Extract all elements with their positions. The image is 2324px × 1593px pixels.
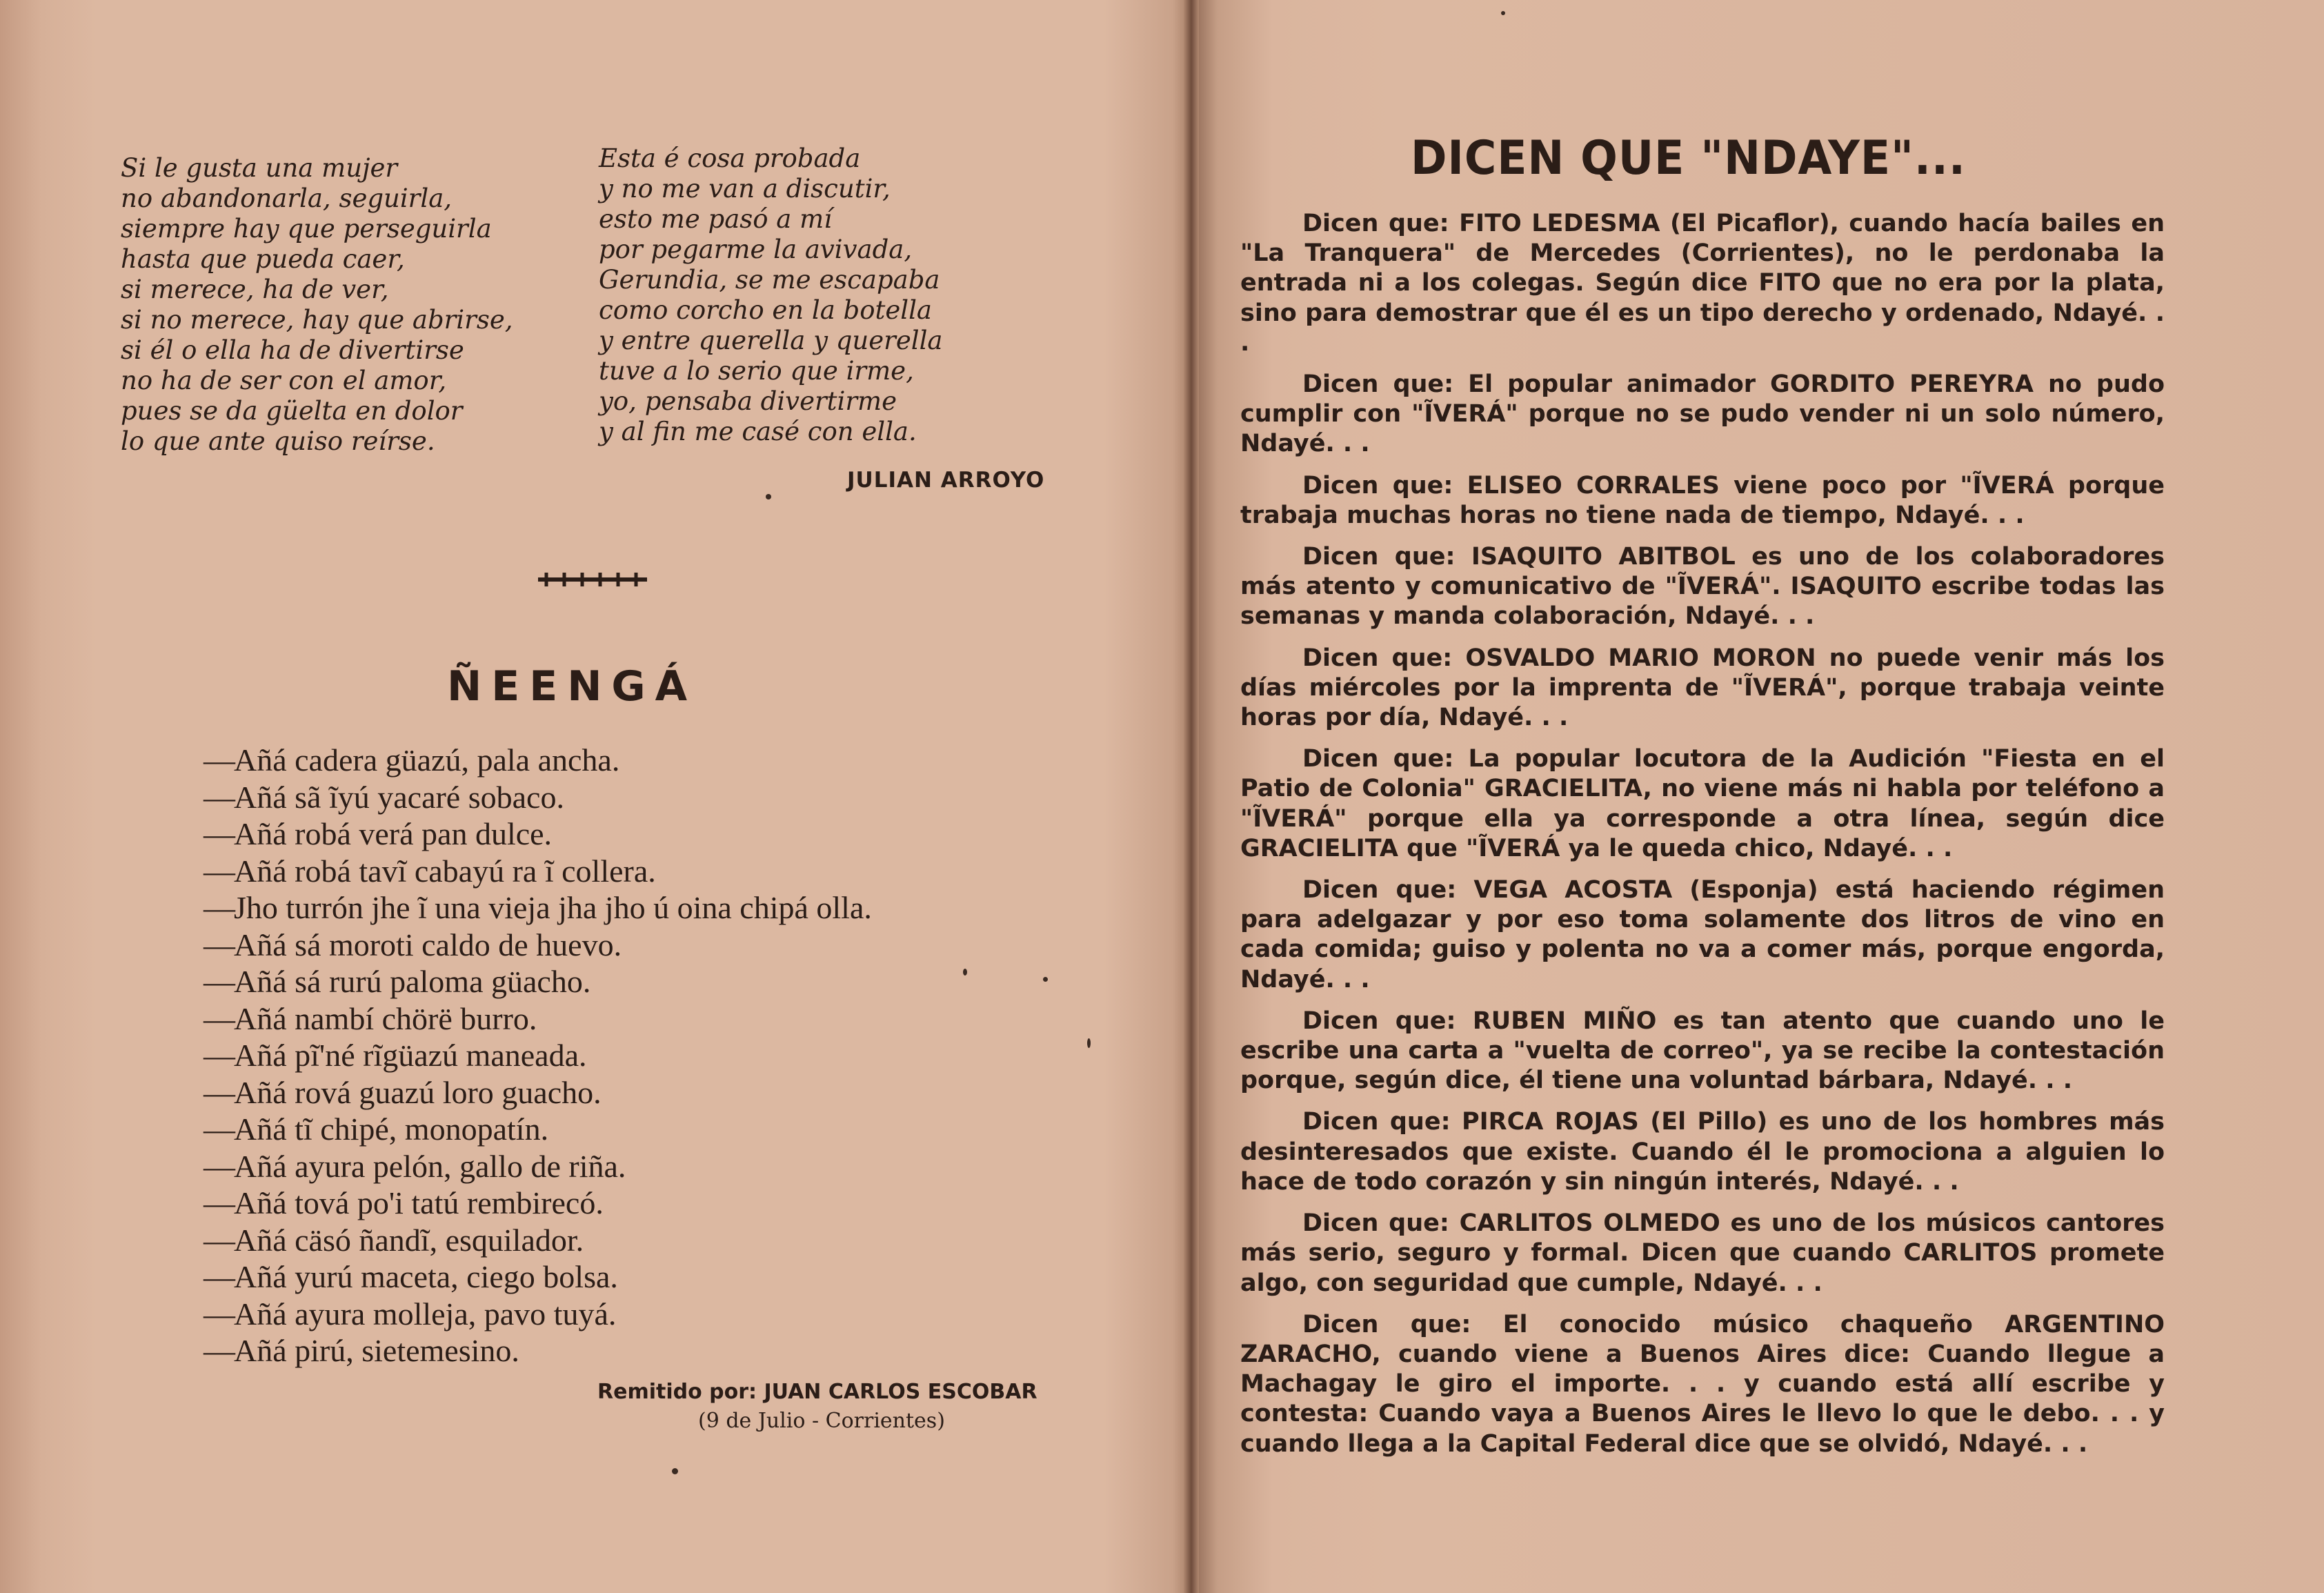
remitted-by: Remitido por: JUAN CARLOS ESCOBAR xyxy=(597,1380,1037,1404)
list-item: —Añá sá moroti caldo de huevo. xyxy=(203,927,622,962)
poem-line: hasta que pueda caer, xyxy=(121,244,405,274)
poem-line: si él o ella ha de divertirse xyxy=(121,335,464,365)
list-item: —Añá pirú, sietemesino. xyxy=(203,1333,519,1368)
insult-list xyxy=(203,742,872,1369)
list-item: —Añá robá tavĩ cabayú ra ĩ collera. xyxy=(203,853,656,889)
poem-line: esto me pasó a mí xyxy=(599,204,833,234)
poem-line: no ha de ser con el amor, xyxy=(121,366,447,395)
article-paragraph: Dicen que: El popular animador GORDITO PEREYRA no pudo cumplir con "ĨVERÁ" porque no se pudo vender ni un solo número, Ndayé. . . xyxy=(1240,370,2165,458)
article-paragraph: Dicen que: ELISEO CORRALES viene poco por "ĨVERÁ porque trabaja muchas horas no tiene nada de tiempo, Ndayé. . . xyxy=(1240,471,2165,529)
list-item: —Añá ayura molleja, pavo tuyá. xyxy=(203,1296,617,1332)
article-paragraph: Dicen que: OSVALDO MARIO MORON no puede venir más los días miércoles por la imprenta de "ĨVERÁ", porque trabaja veinte horas por día, Ndayé. . . xyxy=(1240,644,2165,732)
article-body xyxy=(1240,209,2165,1471)
paper-speck xyxy=(1501,11,1505,15)
paper-speck xyxy=(1087,1038,1091,1048)
poem-line: Si le gusta una mujer xyxy=(121,153,398,183)
poem-author: JULIAN ARROYO xyxy=(847,468,1045,493)
poem-right-column xyxy=(599,144,942,447)
ornament-divider xyxy=(538,573,647,586)
list-item: —Añá cadera güazú, pala ancha. xyxy=(203,742,620,778)
list-item: —Añá pĩ'né rĩgüazú maneada. xyxy=(203,1038,587,1073)
poem-line: siempre hay que perseguirla xyxy=(121,214,492,244)
poem-line: por pegarme la avivada, xyxy=(599,235,913,264)
list-item: —Añá cäsó ñandĩ, esquilador. xyxy=(203,1222,584,1258)
list-item: —Añá ayura pelón, gallo de riña. xyxy=(203,1148,626,1184)
poem-line: Esta é cosa probada xyxy=(599,144,861,173)
poem-line: y al fin me casé con ella. xyxy=(599,417,917,446)
article-paragraph: Dicen que: RUBEN MIÑO es tan atento que cuando uno le escribe una carta a "vuelta de correo", ya se recibe la contestación porque, según dice, él tiene una voluntad bárbara, Ndayé. . . xyxy=(1240,1007,2165,1095)
section-title: ÑEENGÁ xyxy=(447,662,697,711)
article-paragraph: Dicen que: VEGA ACOSTA (Esponja) está haciendo régimen para adelgazar y por eso toma solamente dos litros de vino en cada comida; guiso y polenta no va a comer más, porque engorda, Ndayé. . . xyxy=(1240,876,2165,993)
list-item: —Añá tová po'i tatú rembirecó. xyxy=(203,1185,604,1220)
list-item: —Jho turrón jhe ĩ una vieja jha jho ú oina chipá olla. xyxy=(203,890,872,925)
paper-speck xyxy=(766,494,771,499)
article-paragraph: Dicen que: El conocido músico chaqueño ARGENTINO ZARACHO, cuando viene a Buenos Aires dice: Cuando llegue a Machagay le giro el importe. . . y cuando está allí escribe y contesta: Cuando vaya a Buenos Aires le llevo lo que le debo. . . y cuando llega a la Capital Federal dice que se olvidó, Ndayé. . . xyxy=(1240,1310,2165,1458)
list-item: —Añá nambí chörë burro. xyxy=(203,1000,537,1036)
list-item: —Añá sá rurú paloma güacho. xyxy=(203,964,591,999)
list-item: —Añá rová guazú loro guacho. xyxy=(203,1074,602,1110)
article-paragraph: Dicen que: ISAQUITO ABITBOL es uno de los colaboradores más atento y comunicativo de "ĨVERÁ". ISAQUITO escribe todas las semanas y manda colaboración, Ndayé. . . xyxy=(1240,543,2165,631)
paper-speck xyxy=(963,969,967,976)
poem-line: yo, pensaba divertirme xyxy=(599,386,897,416)
book-gutter xyxy=(1184,0,1199,1593)
poem-line: y no me van a discutir, xyxy=(599,174,891,204)
poem-line: pues se da güelta en dolor xyxy=(121,396,463,426)
paper-speck xyxy=(672,1468,678,1474)
poem-line: y entre querella y querella xyxy=(599,326,943,355)
poem-line: lo que ante quiso reírse. xyxy=(121,426,435,456)
poem-line: no abandonarla, seguirla, xyxy=(121,184,453,213)
list-item: —Añá yurú maceta, ciego bolsa. xyxy=(203,1259,618,1294)
paper-speck xyxy=(1043,977,1048,982)
article-paragraph: Dicen que: La popular locutora de la Audición "Fiesta en el Patio de Colonia" GRACIELITA, no viene más ni habla por teléfono a "ĨVERÁ" porque ella ya corresponde a otra línea, según dice GRACIELITA que "ĨVERÁ ya le queda chico, Ndayé. . . xyxy=(1240,745,2165,862)
poem-line: si no merece, hay que abrirse, xyxy=(121,305,513,335)
article-paragraph: Dicen que: PIRCA ROJAS (El Pillo) es uno de los hombres más desinteresados que existe. Cuando él le promociona a alguien lo hace de todo corazón y sin ningún interés, Ndayé. . . xyxy=(1240,1108,2165,1196)
article-paragraph: Dicen que: FITO LEDESMA (El Picaflor), cuando hacía bailes en "La Tranquera" de Mercedes (Corrientes), no le perdonaba la entrada ni a los colegas. Según dice FITO que no era por la plata, sino para demostrar que él es un tipo derecho y ordenado, Ndayé. . . xyxy=(1240,210,2165,357)
list-item: —Añá tĩ chipé, monopatín. xyxy=(203,1111,549,1147)
list-item: —Añá robá verá pan dulce. xyxy=(203,816,553,851)
poem-left-column xyxy=(121,153,513,457)
article-title: DICEN QUE "NDAYE"... xyxy=(1411,131,1966,186)
poem-line: tuve a lo serio que irme, xyxy=(599,356,914,386)
poem-line: Gerundia, se me escapaba xyxy=(599,265,940,295)
article-paragraph: Dicen que: CARLITOS OLMEDO es uno de los músicos cantores más serio, seguro y formal. Dicen que cuando CARLITOS promete algo, con seguridad que cumple, Ndayé. . . xyxy=(1240,1209,2165,1297)
remitted-place: (9 de Julio - Corrientes) xyxy=(698,1409,945,1433)
poem-line: si merece, ha de ver, xyxy=(121,275,389,304)
poem-line: como corcho en la botella xyxy=(599,295,932,325)
list-item: —Añá sã ĩyú yacaré sobaco. xyxy=(203,779,564,815)
